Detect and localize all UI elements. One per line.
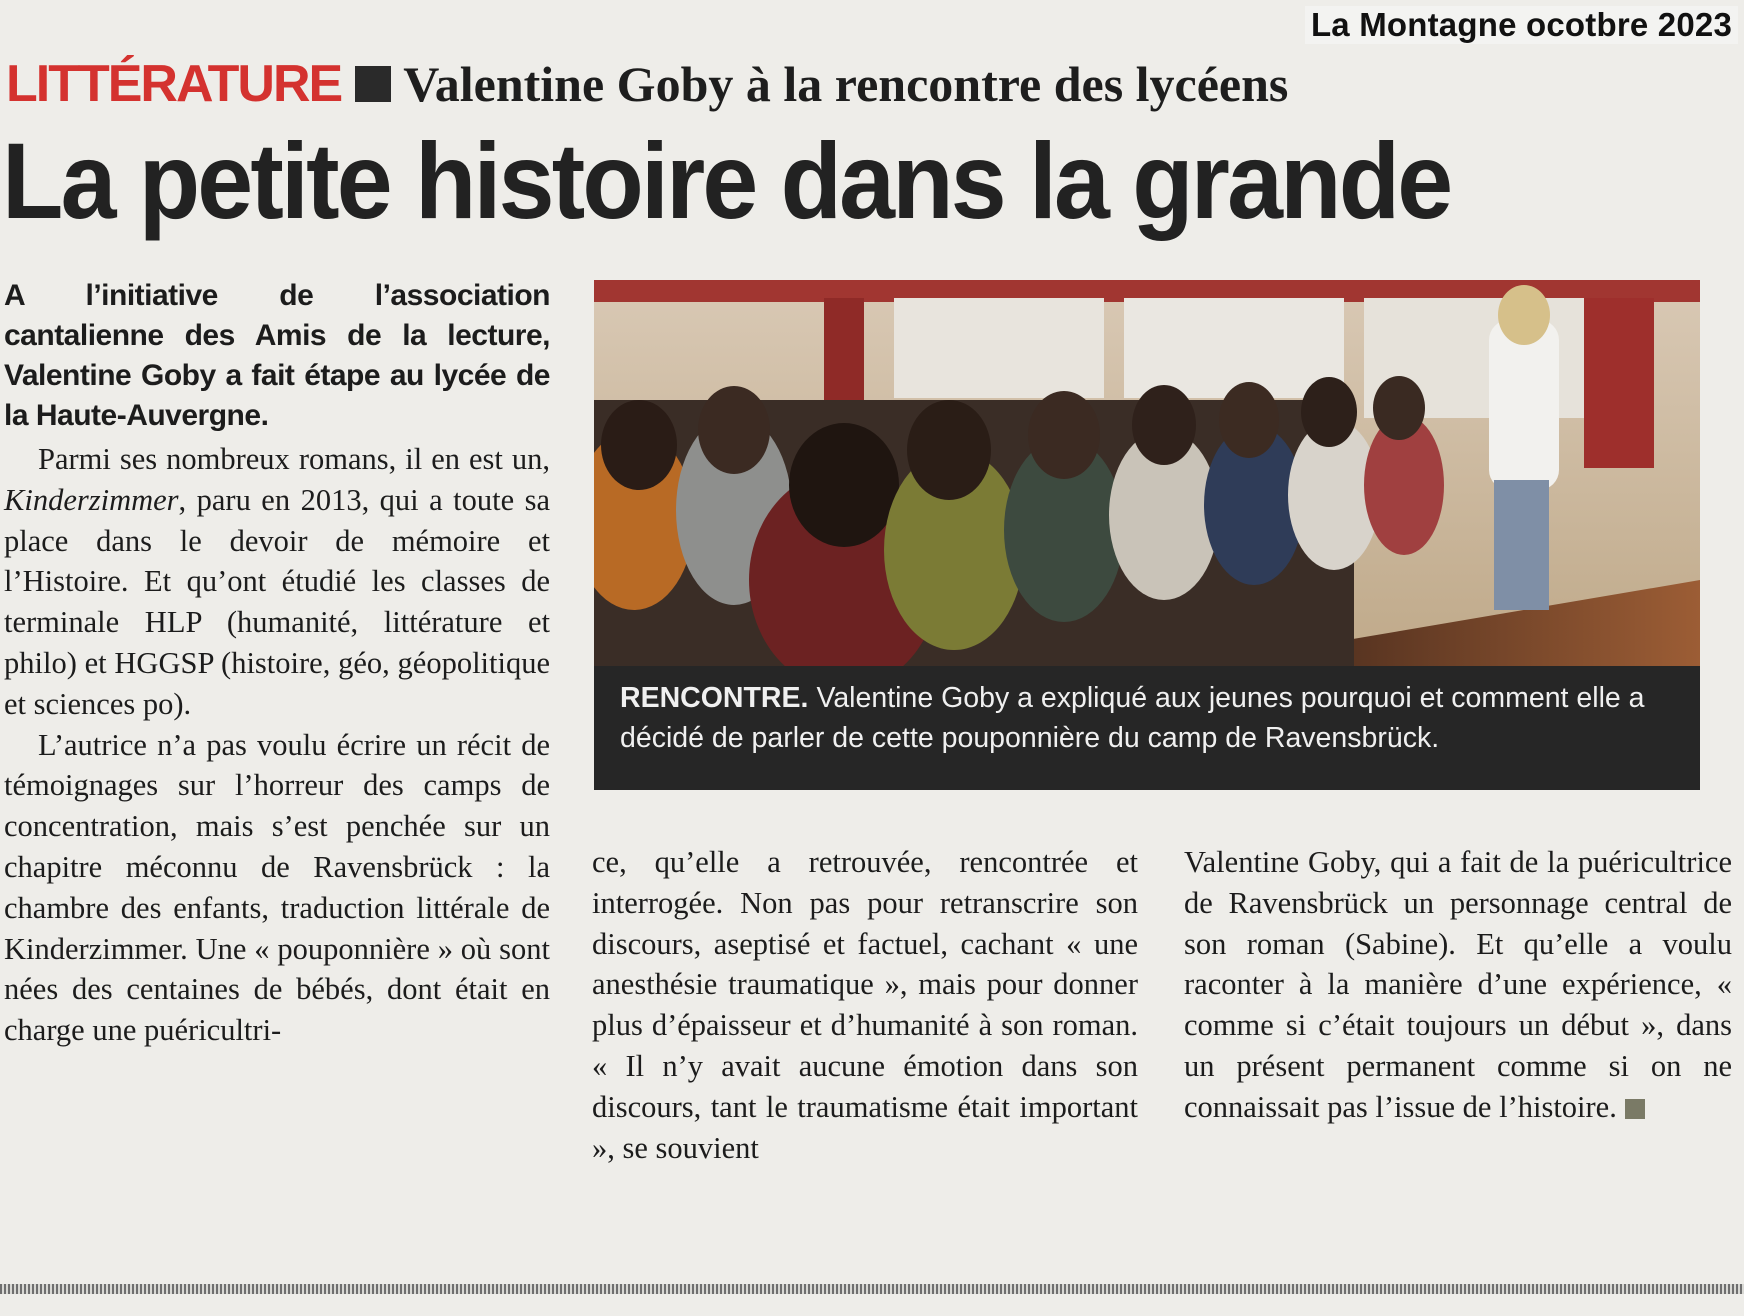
paragraph-2-end xyxy=(1184,842,1732,1128)
separator-square-icon xyxy=(355,66,391,102)
paragraph-1-rest: , paru en 2013, qui a toute sa place dans le devoir de mémoire et l’Histoire. Et qu’ont étudié les classes de terminale HLP (humanité, littérature et philo) et HGGSP (histoire, géo, géopolitique et sciences po). xyxy=(4,482,550,721)
bottom-rule xyxy=(0,1284,1744,1294)
photo-block xyxy=(594,280,1700,790)
photo-caption xyxy=(620,678,1680,758)
column-1 xyxy=(4,276,550,1051)
source-label: La Montagne ocotbre 2023 xyxy=(1305,6,1738,44)
paragraph-1-start: Parmi ses nombreux romans, il en est un, xyxy=(38,442,550,476)
header-line xyxy=(6,52,1288,116)
paragraph-2-end-text: Valentine Goby, qui a fait de la puéricultrice de Ravensbrück un personnage central de son roman (Sabine). Et qu’elle a voulu raconter à la manière d’une expérience, « comme si c’était toujours un début », dans un présent permanent comme si on ne connaissait pas l’issue de l’histoire. xyxy=(1184,845,1732,1124)
column-3 xyxy=(1184,842,1732,1128)
paragraph-2-continued: ce, qu’elle a retrouvée, rencontrée et interrogée. Non pas pour retranscrire son discours, aseptisé et factuel, cachant « une anesthésie traumatique », mais pour donner plus d’épaisseur et d’humanité à son roman. « Il n’y avait aucune émotion dans son discours, tant le traumatisme était important », se souvient xyxy=(592,845,1138,1165)
kicker: Valentine Goby à la rencontre des lycéens xyxy=(403,56,1289,112)
headline: La petite histoire dans la grande xyxy=(2,120,1451,241)
caption-text: Valentine Goby a expliqué aux jeunes pourquoi et comment elle a décidé de parler de cette pouponnière du camp de Ravensbrück. xyxy=(620,682,1645,754)
caption-label: RENCONTRE. xyxy=(620,682,809,714)
paragraph-1 xyxy=(4,439,550,725)
lead-paragraph: A l’initiative de l’association cantalienne des Amis de la lecture, Valentine Goby a fait étape au lycée de la Haute-Auvergne. xyxy=(4,279,550,432)
book-title: Kinderzimmer xyxy=(4,482,179,517)
end-mark-icon xyxy=(1625,1099,1645,1119)
column-2 xyxy=(592,842,1138,1168)
classroom-photo xyxy=(594,280,1700,666)
rubric-label: LITTÉRATURE xyxy=(6,55,342,113)
paragraph-2: L’autrice n’a pas voulu écrire un récit de témoignages sur l’horreur des camps de concentration, mais s’est penchée sur un chapitre méconnu de Ravensbrück : la chambre des enfants, traduction littérale de Kinderzimmer. Une « pouponnière » où sont nées des centaines de bébés, dont était en charge une puéricultri- xyxy=(4,727,550,1048)
